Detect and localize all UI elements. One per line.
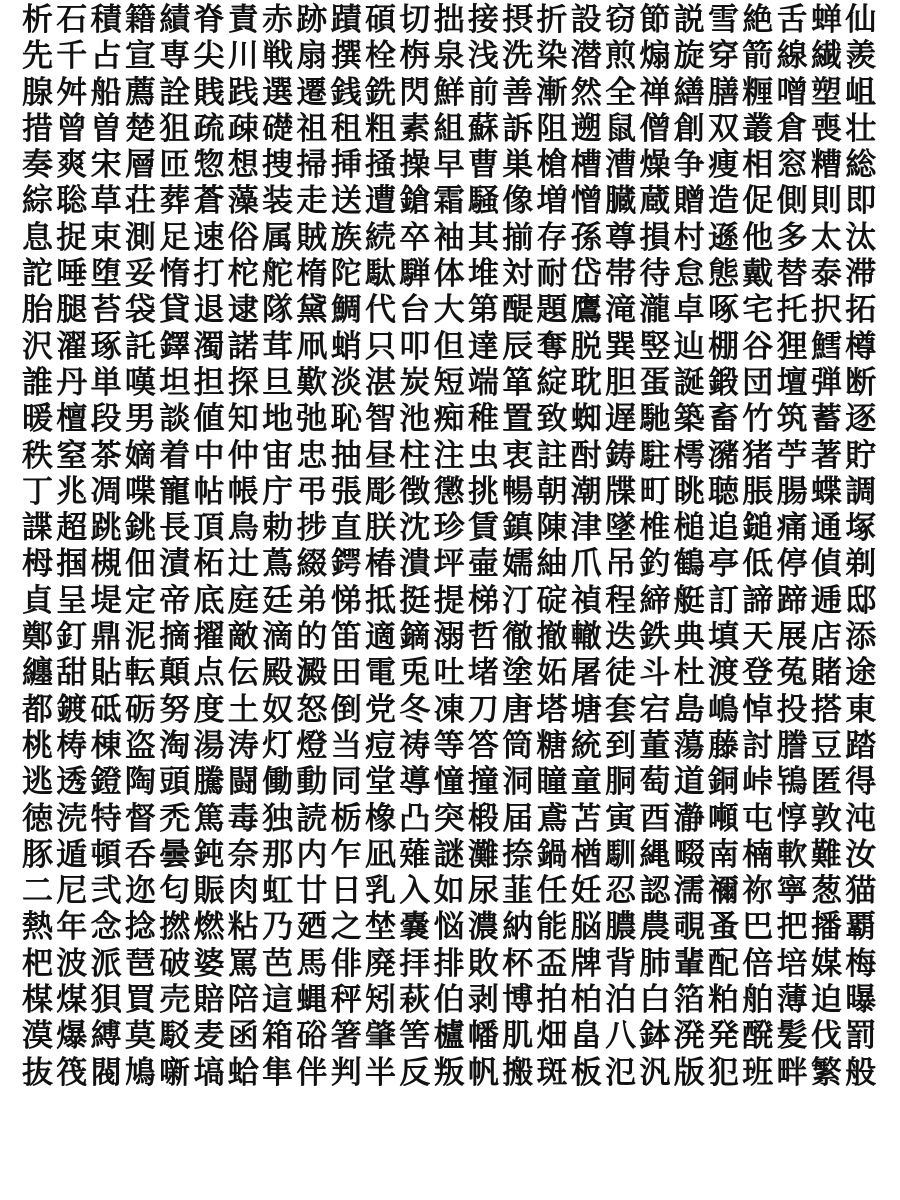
kanji-row: 誰丹単嘆坦担探旦歎淡湛炭短端箪綻耽胆蛋誕鍛団壇弾断: [22, 364, 880, 401]
kanji-row: 栂掴槻佃漬柘辻蔦綴鍔椿潰坪壷嬬紬爪吊釣鶴亭低停偵剃: [22, 546, 880, 583]
kanji-row: 徳涜特督禿篤毒独読栃橡凸突椴届鳶苫寅酉瀞噸屯惇敦沌: [22, 800, 880, 837]
kanji-row: 二尼弐迩匂賑肉虹廿日乳入如尿韮任妊忍認濡禰祢寧葱猫: [22, 873, 880, 910]
kanji-row: 漠爆縛莫駁麦函箱硲箸肇筈櫨幡肌畑畠八鉢溌発醗髪伐罰: [22, 1018, 880, 1055]
kanji-row: 奏爽宋層匝惣想捜掃挿掻操早曹巣槍槽漕燥争痩相窓糟総: [22, 147, 880, 184]
kanji-row: 諜超跳銚長頂鳥勅捗直朕沈珍賃鎮陳津墜椎槌追鎚痛通塚: [22, 510, 880, 547]
kanji-row: 沢濯琢託鐸濁諾茸凧蛸只叩但達辰奪脱巽竪辿棚谷狸鱈樽: [22, 328, 880, 365]
kanji-row: 都鍍砥砺努度土奴怒倒党冬凍刀唐塔塘套宕島嶋悼投搭東: [22, 691, 880, 728]
kanji-row: 楳煤狽買売賠陪這蝿秤矧萩伯剥博拍柏泊白箔粕舶薄迫曝: [22, 982, 880, 1019]
kanji-row: 析石積籍績脊責赤跡蹟碩切拙接摂折設窃節説雪絶舌蝉仙: [22, 2, 880, 38]
kanji-row: 詑唾堕妥惰打柁舵楕陀駄騨体堆対耐岱帯待怠態戴替泰滞: [22, 256, 880, 293]
kanji-row: 息捉束測足速俗属賊族続卒袖其揃存孫尊損村遜他多太汰: [22, 219, 880, 256]
kanji-row: 杷波派琶破婆罵芭馬俳廃拝排敗杯盃牌背肺輩配倍培媒梅: [22, 945, 880, 982]
kanji-row: 丁兆凋喋寵帖帳庁弔張彫徴懲挑暢朝潮牒町眺聴脹腸蝶調: [22, 473, 880, 510]
kanji-row: 鄭釘鼎泥摘擢敵滴的笛適鏑溺哲徹撤轍迭鉄典填天展店添: [22, 619, 880, 656]
kanji-row: 豚遁頓呑曇鈍奈那内乍凪薙謎灘捺鍋楢馴縄畷南楠軟難汝: [22, 836, 880, 873]
kanji-row: 纏甜貼転顛点伝殿澱田電兎吐堵塗妬屠徒斗杜渡登菟賭途: [22, 655, 880, 692]
kanji-row: 貞呈堤定帝底庭廷弟悌抵挺提梯汀碇禎程締艇訂諦蹄逓邸: [22, 582, 880, 619]
kanji-row: 熱年念捻撚燃粘乃廼之埜嚢悩濃納能脳膿農覗蚤巴把播覇: [22, 909, 880, 946]
kanji-row: 逃透鐙陶頭騰闘働動同堂導憧撞洞瞳童胴萄道銅峠鴇匿得: [22, 764, 880, 801]
kanji-row: 抜筏閥鳩噺塙蛤隼伴判半反叛帆搬斑板氾汎版犯班畔繁般: [22, 1054, 880, 1091]
kanji-row: 胎腿苔袋貸退逮隊黛鯛代台大第醍題鷹滝瀧卓啄宅托択拓: [22, 292, 880, 329]
kanji-row: 暖檀段男談値知地弛恥智池痴稚置致蜘遅馳築畜竹筑蓄逐: [22, 401, 880, 438]
kanji-row: 桃梼棟盗淘湯涛灯燈当痘祷等答筒糖統到董蕩藤討謄豆踏: [22, 727, 880, 764]
kanji-row: 秩窒茶嫡着中仲宙忠抽昼柱注虫衷註酎鋳駐樗瀦猪苧著貯: [22, 437, 880, 474]
kanji-row: 綜聡草荘葬蒼藻装走送遭鎗霜騒像増憎臓蔵贈造促側則即: [22, 183, 880, 220]
kanji-row: 措曾曽楚狙疏疎礎祖租粗素組蘇訴阻遡鼠僧創双叢倉喪壮: [22, 110, 880, 147]
kanji-row: 腺舛船薦詮賎践選遷銭銑閃鮮前善漸然全禅繕膳糎噌塑岨: [22, 74, 880, 111]
kanji-row: 先千占宣専尖川戦扇撰栓栴泉浅洗染潜煎煽旋穿箭線繊羨: [22, 38, 880, 75]
